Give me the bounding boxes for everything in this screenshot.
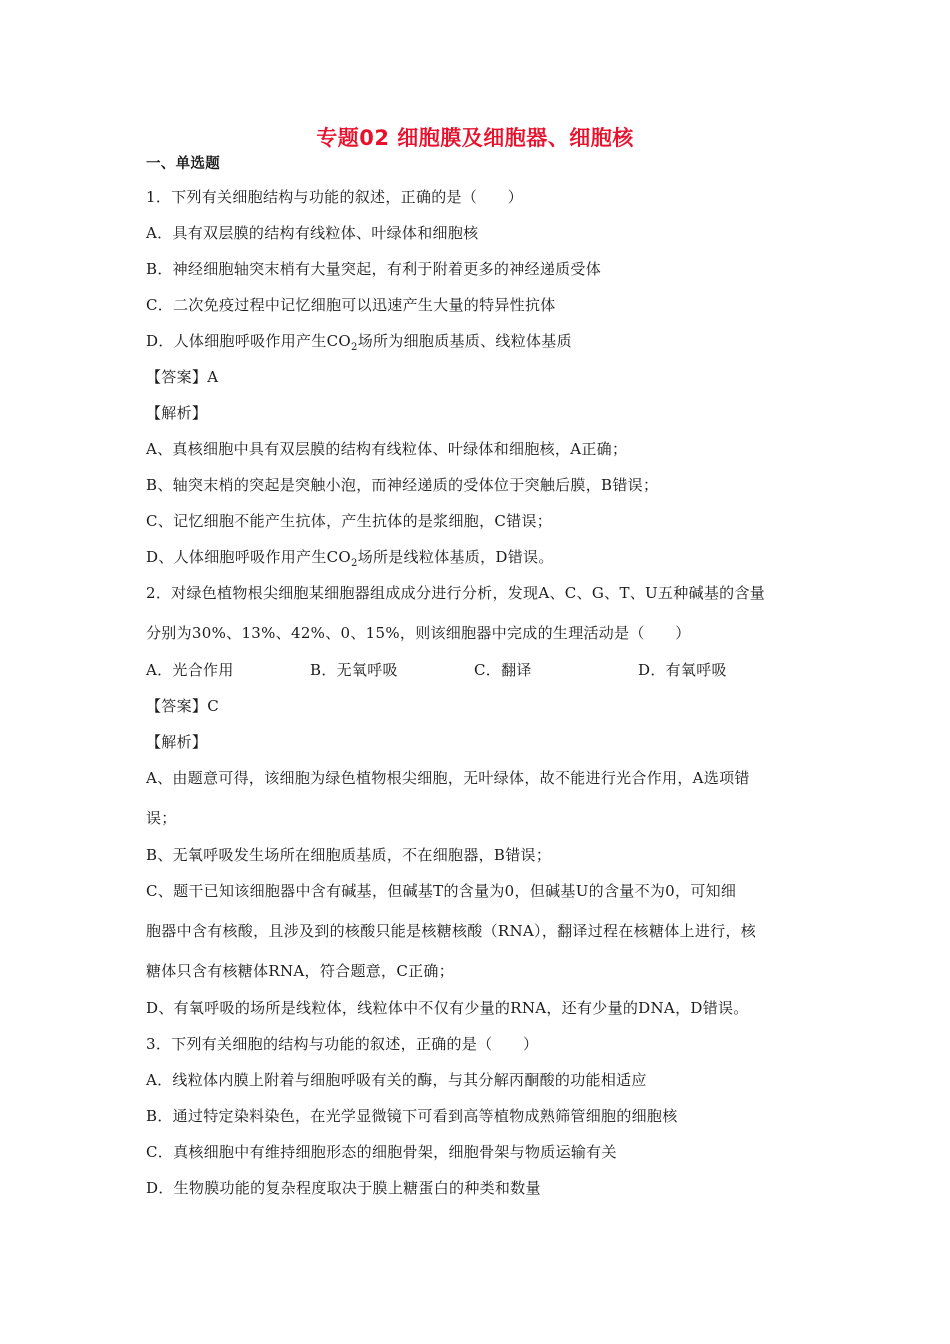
- q1-analysis-d-text-end: 场所是线粒体基质，D错误。: [357, 548, 554, 566]
- q2-answer: 【答案】C: [146, 697, 219, 715]
- q3-option-a: A．线粒体内膜上附着与细胞呼吸有关的酶，与其分解丙酮酸的功能相适应: [146, 1071, 647, 1089]
- q1-option-d-subscript: 2: [351, 342, 358, 353]
- q2-stem-line1: 2．对绿色植物根尖细胞某细胞器组成成分进行分析，发现A、C、G、T、U五种碱基的含量: [146, 584, 766, 602]
- q2-stem-line2: 分别为30%、13%、42%、0、15%，则该细胞器中完成的生理活动是（ ）: [146, 624, 691, 642]
- q1-analysis-a: A、真核细胞中具有双层膜的结构有线粒体、叶绿体和细胞核，A正确；: [146, 440, 628, 458]
- q1-analysis-b: B、轴突末梢的突起是突触小泡，而神经递质的受体位于突触后膜，B错误；: [146, 476, 659, 494]
- document-title: 专题02 细胞膜及细胞器、细胞核: [316, 126, 634, 150]
- q2-option-d: D．有氧呼吸: [638, 661, 727, 679]
- q2-analysis-b: B、无氧呼吸发生场所在细胞质基质，不在细胞器，B错误；: [146, 846, 552, 864]
- q3-option-d: D．生物膜功能的复杂程度取决于膜上糖蛋白的种类和数量: [146, 1179, 541, 1197]
- q1-option-d-text-end: 场所为细胞质基质、线粒体基质: [357, 332, 572, 350]
- q1-option-d-text: D．人体细胞呼吸作用产生CO: [146, 332, 352, 350]
- q1-answer: 【答案】A: [146, 368, 219, 386]
- q3-stem: 3．下列有关细胞的结构与功能的叙述，正确的是（ ）: [146, 1035, 539, 1053]
- q3-option-c: C．真核细胞中有维持细胞形态的细胞骨架，细胞骨架与物质运输有关: [146, 1143, 617, 1161]
- q1-analysis-d-subscript: 2: [351, 558, 358, 569]
- q1-analysis-c: C、记忆细胞不能产生抗体，产生抗体的是浆细胞，C错误；: [146, 512, 553, 530]
- q1-option-b: B．神经细胞轴突末梢有大量突起，有利于附着更多的神经递质受体: [146, 260, 602, 278]
- q1-analysis-label: 【解析】: [146, 404, 208, 422]
- q2-analysis-d: D、有氧呼吸的场所是线粒体，线粒体中不仅有少量的RNA，还有少量的DNA，D错误。: [146, 999, 749, 1017]
- q2-analysis-c-line2: 胞器中含有核酸，且涉及到的核酸只能是核糖核酸（RNA），翻译过程在核糖体上进行，核: [146, 922, 757, 940]
- q2-analysis-a-line2: 误；: [146, 809, 177, 827]
- q2-option-c: C．翻译: [474, 661, 532, 679]
- q2-analysis-c-line1: C、题干已知该细胞器中含有碱基，但碱基T的含量为0，但碱基U的含量不为0，可知细: [146, 882, 737, 900]
- q1-analysis-d-text: D、人体细胞呼吸作用产生CO: [146, 548, 352, 566]
- section-heading: 一、单选题: [146, 156, 220, 172]
- q2-analysis-label: 【解析】: [146, 733, 208, 751]
- q2-option-a: A．光合作用: [146, 661, 234, 679]
- q1-option-d: [146, 331, 572, 351]
- q1-option-a: A．具有双层膜的结构有线粒体、叶绿体和细胞核: [146, 224, 479, 242]
- q1-stem: 1．下列有关细胞结构与功能的叙述，正确的是（ ）: [146, 188, 524, 206]
- q1-analysis-d: [146, 547, 554, 567]
- q2-option-b: B．无氧呼吸: [310, 661, 398, 679]
- q1-option-c: C．二次免疫过程中记忆细胞可以迅速产生大量的特异性抗体: [146, 296, 556, 314]
- q3-option-b: B．通过特定染料染色，在光学显微镜下可看到高等植物成熟筛管细胞的细胞核: [146, 1107, 678, 1125]
- q2-analysis-a-line1: A、由题意可得，该细胞为绿色植物根尖细胞，无叶绿体，故不能进行光合作用，A选项错: [146, 769, 750, 787]
- q2-analysis-c-line3: 糖体只含有核糖体RNA，符合题意，C正确；: [146, 962, 455, 980]
- q2-options-row: [146, 660, 727, 680]
